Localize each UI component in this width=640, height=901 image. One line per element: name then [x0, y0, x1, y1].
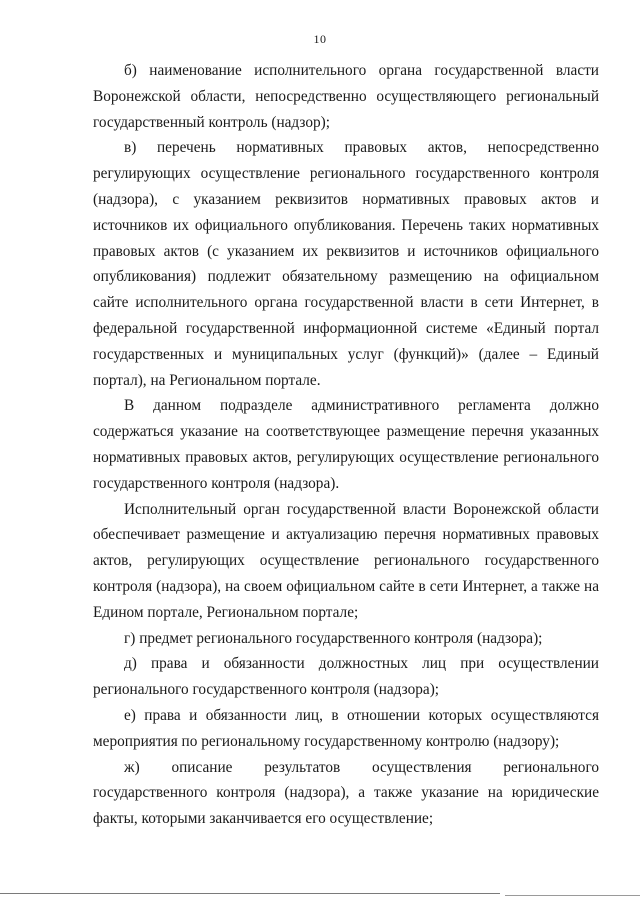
paragraph-b: б) наименование исполнительного органа государственной власти Воронежской области, непосредственно осуществляющего региональный государственный контроль (надзор); — [93, 62, 599, 131]
paragraph-subsection-note: В данном подразделе административного регламента должно содержаться указание на соответствующее размещение перечня указанных нормативных правовых актов, регулирующих осуществление регионального государственного контроля (надзора). — [93, 397, 599, 492]
paragraph-publication-duty: Исполнительный орган государственной власти Воронежской области обеспечивает размещение и актуализацию перечня нормативных правовых актов, регулирующих осуществление регионального государственного контроля (надзора), на своем официальном сайте в сети Интернет, а также на Едином портале, Региональном портале; — [93, 500, 599, 621]
scan-edge-line-right — [505, 895, 640, 896]
paragraph-e: е) права и обязанности лиц, в отношении которых осуществляются мероприятия по региональному государственному контролю (надзору); — [93, 706, 599, 750]
scan-edge-line — [0, 893, 500, 894]
paragraph-v: в) перечень нормативных правовых актов, непосредственно регулирующих осуществление регионального государственного контроля (надзора), с указанием реквизитов нормативных правовых актов и источников их официального опубликования. Перечень таких нормативных правовых актов (с указанием их реквизитов и источников официального опубликования) подлежит обязательному размещению на официальном сайте исполнительного органа государственной власти в сети Интернет, в федеральной государственной информационной системе «Единый портал государственных и муниципальных услуг (функций)» (далее – Единый портал), на Региональном портале. — [93, 139, 599, 389]
document-body — [93, 58, 599, 832]
paragraph-d: д) права и обязанности должностных лиц при осуществлении регионального государственного контроля (надзора); — [93, 655, 599, 699]
paragraph-g: г) предмет регионального государственного контроля (надзора); — [124, 629, 543, 647]
page-number: 10 — [313, 32, 327, 46]
paragraph-zh: ж) описание результатов осуществления регионального государственного контроля (надзора), а также указание на юридические факты, которыми заканчивается его осуществление; — [93, 758, 599, 828]
